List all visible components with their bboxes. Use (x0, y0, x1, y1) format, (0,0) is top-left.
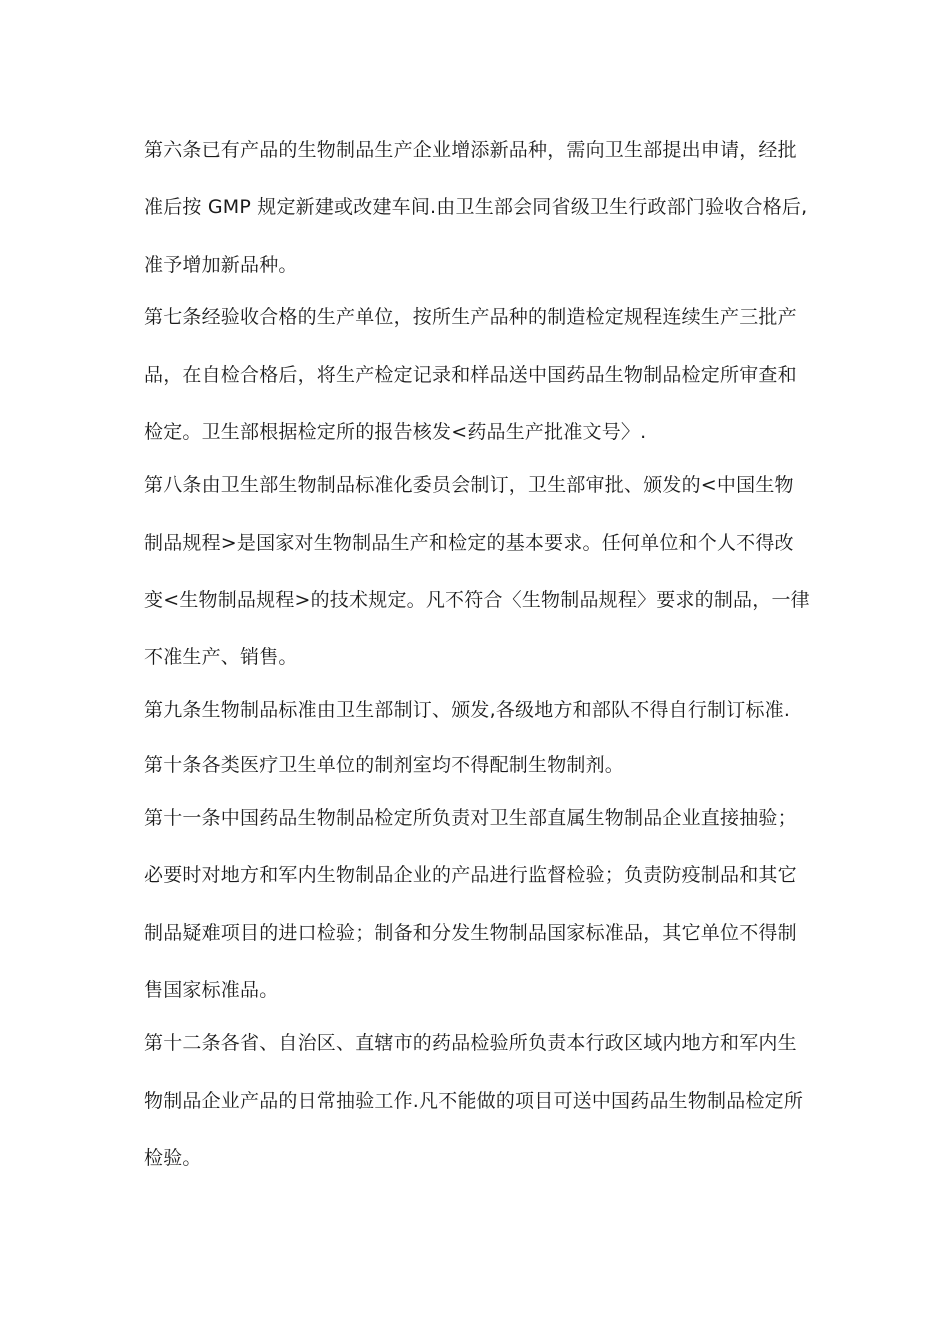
text-line: 品，在自检合格后，将生产检定记录和样品送中国药品生物制品检定所审查和 (144, 364, 797, 386)
text-line: 第十一条中国药品生物制品检定所负责对卫生部直属生物制品企业直接抽验； (144, 807, 797, 829)
text-line: 准予增加新品种。 (144, 254, 298, 276)
text-line: 物制品企业产品的日常抽验工作.凡不能做的项目可送中国药品生物制品检定所 (144, 1090, 804, 1112)
text-line: 第十条各类医疗卫生单位的制剂室均不得配制生物制剂。 (144, 754, 625, 776)
text-line: 第九条生物制品标准由卫生部制订、颁发,各级地方和部队不得自行制订标准. (144, 699, 791, 721)
text-line: 第六条已有产品的生物制品生产企业增添新品种，需向卫生部提出申请，经批 (144, 139, 797, 161)
text-line: 变<生物制品规程>的技术规定。凡不符合〈生物制品规程〉要求的制品，一律 (144, 589, 810, 611)
text-line: 检定。卫生部根据检定所的报告核发<药品生产批准文号〉. (144, 421, 647, 443)
text-line: 售国家标准品。 (144, 979, 279, 1001)
text-line: 制品疑难项目的进口检验；制备和分发生物制品国家标准品，其它单位不得制 (144, 922, 797, 944)
text-line: 准后按 GMP 规定新建或改建车间.由卫生部会同省级卫生行政部门验收合格后, (144, 196, 808, 218)
text-line: 第十二条各省、自治区、直辖市的药品检验所负责本行政区域内地方和军内生 (144, 1032, 797, 1054)
text-line: 不准生产、销售。 (144, 646, 298, 668)
text-line: 第七条经验收合格的生产单位，按所生产品种的制造检定规程连续生产三批产 (144, 306, 797, 328)
text-line: 必要时对地方和军内生物制品企业的产品进行监督检验；负责防疫制品和其它 (144, 864, 797, 886)
text-line: 第八条由卫生部生物制品标准化委员会制订，卫生部审批、颁发的<中国生物 (144, 474, 794, 496)
text-line: 制品规程>是国家对生物制品生产和检定的基本要求。任何单位和个人不得改 (144, 532, 794, 554)
text-line: 检验。 (144, 1147, 202, 1169)
